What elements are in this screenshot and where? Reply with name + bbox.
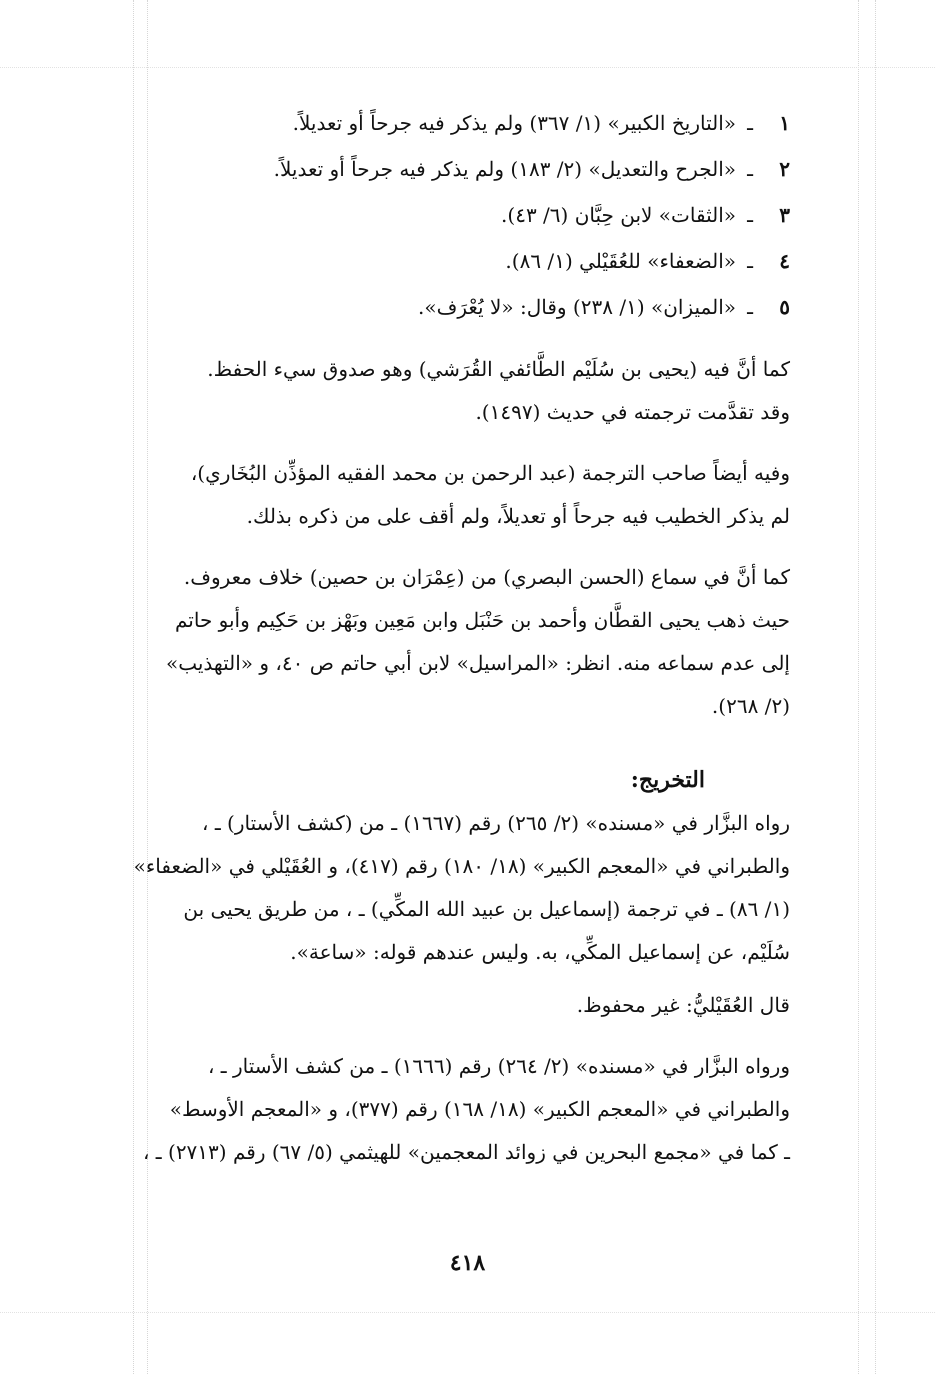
list-dash: ـ <box>747 157 753 181</box>
list-dash: ـ <box>747 111 753 135</box>
list-number: ٣ <box>779 203 790 227</box>
text-line: وفيه أيضاً صاحب الترجمة (عبد الرحمن بن محمد الفقيه المؤذِّن البُخَاري)، <box>190 461 790 485</box>
paragraph-takhrij-1 <box>133 802 790 974</box>
scan-guide-line <box>858 0 859 1374</box>
list-item <box>160 100 790 146</box>
page-number: ٤١٨ <box>449 1250 486 1276</box>
list-dash: ـ <box>747 295 753 319</box>
source-list <box>160 100 790 330</box>
list-text: «الثقات» لابن حِبَّان (٦/ ٤٣). <box>501 203 736 227</box>
text-line: (٢/ ٢٦٨). <box>711 694 790 718</box>
text-line: وقد تقدَّمت ترجمته في حديث (١٤٩٧). <box>475 400 790 424</box>
scan-guide-line <box>0 1312 935 1313</box>
list-number: ٢ <box>779 157 790 181</box>
scan-guide-line <box>0 67 935 68</box>
list-text: «الجرح والتعديل» (٢/ ١٨٣) ولم يذكر فيه جرحاً أو تعديلاً. <box>273 157 736 181</box>
text-line: والطبراني في «المعجم الكبير» (١٨/ ١٨٠) رقم (٤١٧)، و العُقَيْلي في «الضعفاء» <box>133 854 790 878</box>
text-line: ورواه البزَّار في «مسنده» (٢/ ٢٦٤) رقم (١٦٦٦) ـ من كشف الأستار ـ ، <box>207 1054 790 1078</box>
paragraph-takhrij-2 <box>142 1045 790 1174</box>
paragraph-uqayli-verdict <box>160 984 790 1027</box>
text-line: ـ كما في «مجمع البحرين في زوائد المعجمين» للهيثمي (٥/ ٦٧) رقم (٢٧١٣) ـ ، <box>142 1140 790 1164</box>
list-item <box>160 238 790 284</box>
text-line: حيث ذهب يحيى القطَّان وأحمد بن حَنْبَل وابن مَعِين وبَهْز بن حَكِيم وأبو حاتم <box>174 608 790 632</box>
list-number: ٥ <box>779 295 790 319</box>
text-line: كما أنَّ فيه (يحيى بن سُلَيْم الطَّائفي القُرَشي) وهو صدوق سيء الحفظ. <box>207 357 790 381</box>
text-line: (١/ ٨٦) ـ في ترجمة (إسماعيل بن عبيد الله المكِّي) ـ ، من طريق يحيى بن <box>183 897 790 921</box>
section-heading: التخريج: <box>630 767 705 793</box>
paragraph-subject-note <box>160 452 790 538</box>
list-number: ٤ <box>779 249 790 273</box>
list-number: ١ <box>779 111 790 135</box>
scan-guide-line <box>875 0 876 1374</box>
text-line: كما أنَّ في سماع (الحسن البصري) من (عِمْرَان بن حصين) خلاف معروف. <box>183 565 790 589</box>
text-line: إلى عدم سماعه منه. انظر: «المراسيل» لابن أبي حاتم ص ٤٠، و «التهذيب» <box>165 651 790 675</box>
list-dash: ـ <box>747 203 753 227</box>
list-item <box>160 284 790 330</box>
paragraph-narrator-note <box>160 348 790 434</box>
list-item <box>160 192 790 238</box>
list-text: «التاريخ الكبير» (١/ ٣٦٧) ولم يذكر فيه جرحاً أو تعديلاً. <box>292 111 736 135</box>
list-item <box>160 146 790 192</box>
text-line: قال العُقَيْليُّ: غير محفوظ. <box>576 993 790 1017</box>
paragraph-hearing-note <box>160 556 790 728</box>
text-line: والطبراني في «المعجم الكبير» (١٨/ ١٦٨) رقم (٣٧٧)، و «المعجم الأوسط» <box>169 1097 790 1121</box>
text-line: سُلَيْم، عن إسماعيل المكِّي، به. وليس عندهم قوله: «ساعة». <box>290 940 790 964</box>
body-text <box>133 100 790 1174</box>
text-line: رواه البزَّار في «مسنده» (٢/ ٢٦٥) رقم (١٦٦٧) ـ من (كشف الأستار) ـ ، <box>202 811 790 835</box>
text-line: لم يذكر الخطيب فيه جرحاً أو تعديلاً، ولم أقف على من ذكره بذلك. <box>246 504 790 528</box>
list-dash: ـ <box>747 249 753 273</box>
scan-guide-line <box>133 0 134 1374</box>
list-text: «الميزان» (١/ ٢٣٨) وقال: «لا يُعْرَف». <box>418 295 736 319</box>
list-text: «الضعفاء» للعُقَيْلي (١/ ٨٦). <box>505 249 736 273</box>
